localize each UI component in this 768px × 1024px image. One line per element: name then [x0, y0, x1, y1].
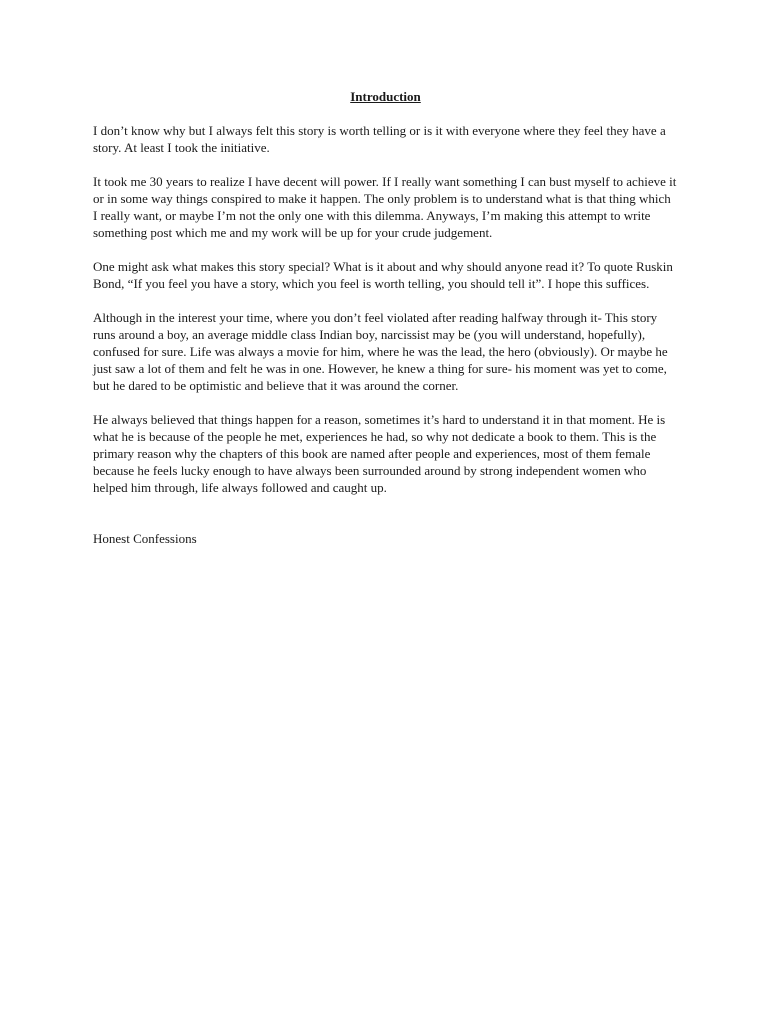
signoff-text: Honest Confessions [93, 531, 197, 546]
paragraph-4: Although in the interest your time, where you don’t feel violated after reading halfway through it- This story runs around a boy, an average middle class Indian boy, narcissist may be (you will understand, hopefully), confused for sure. Life was always a movie for him, where he was the lead, the hero (obviously). Or maybe he just saw a lot of them and felt he was in one. However, he knew a thing for sure- his moment was yet to come, but he dared to be optimistic and believe that it was around the corner. [93, 310, 668, 393]
paragraph-1: I don’t know why but I always felt this story is worth telling or is it with everyone where they feel they have a story. At least I took the initiative. [93, 123, 666, 155]
paragraph-5: He always believed that things happen for a reason, sometimes it’s hard to understand it in that moment. He is what he is because of the people he met, experiences he had, so why not dedicate a book to them. This is the primary reason why the chapters of this book are named after people and experiences, most of them female because he feels lucky enough to have always been surrounded around by strong independent women who helped him through, life always followed and caught up. [93, 412, 666, 495]
paragraph-2: It took me 30 years to realize I have decent will power. If I really want something I can bust myself to achieve it or in some way things conspired to make it happen. The only problem is to understand what is that thing which I really want, or maybe I’m not the only one with this dilemma. Anyways, I’m making this attempt to write something post which me and my work will be up for your crude judgement. [93, 174, 677, 240]
document-body [93, 88, 678, 547]
paragraph-3: One might ask what makes this story special? What is it about and why should anyone read it? To quote Ruskin Bond, “If you feel you have a story, which you feel is worth telling, you should tell it”. I hope this suffices. [93, 259, 673, 291]
page-title: Introduction [350, 89, 421, 104]
